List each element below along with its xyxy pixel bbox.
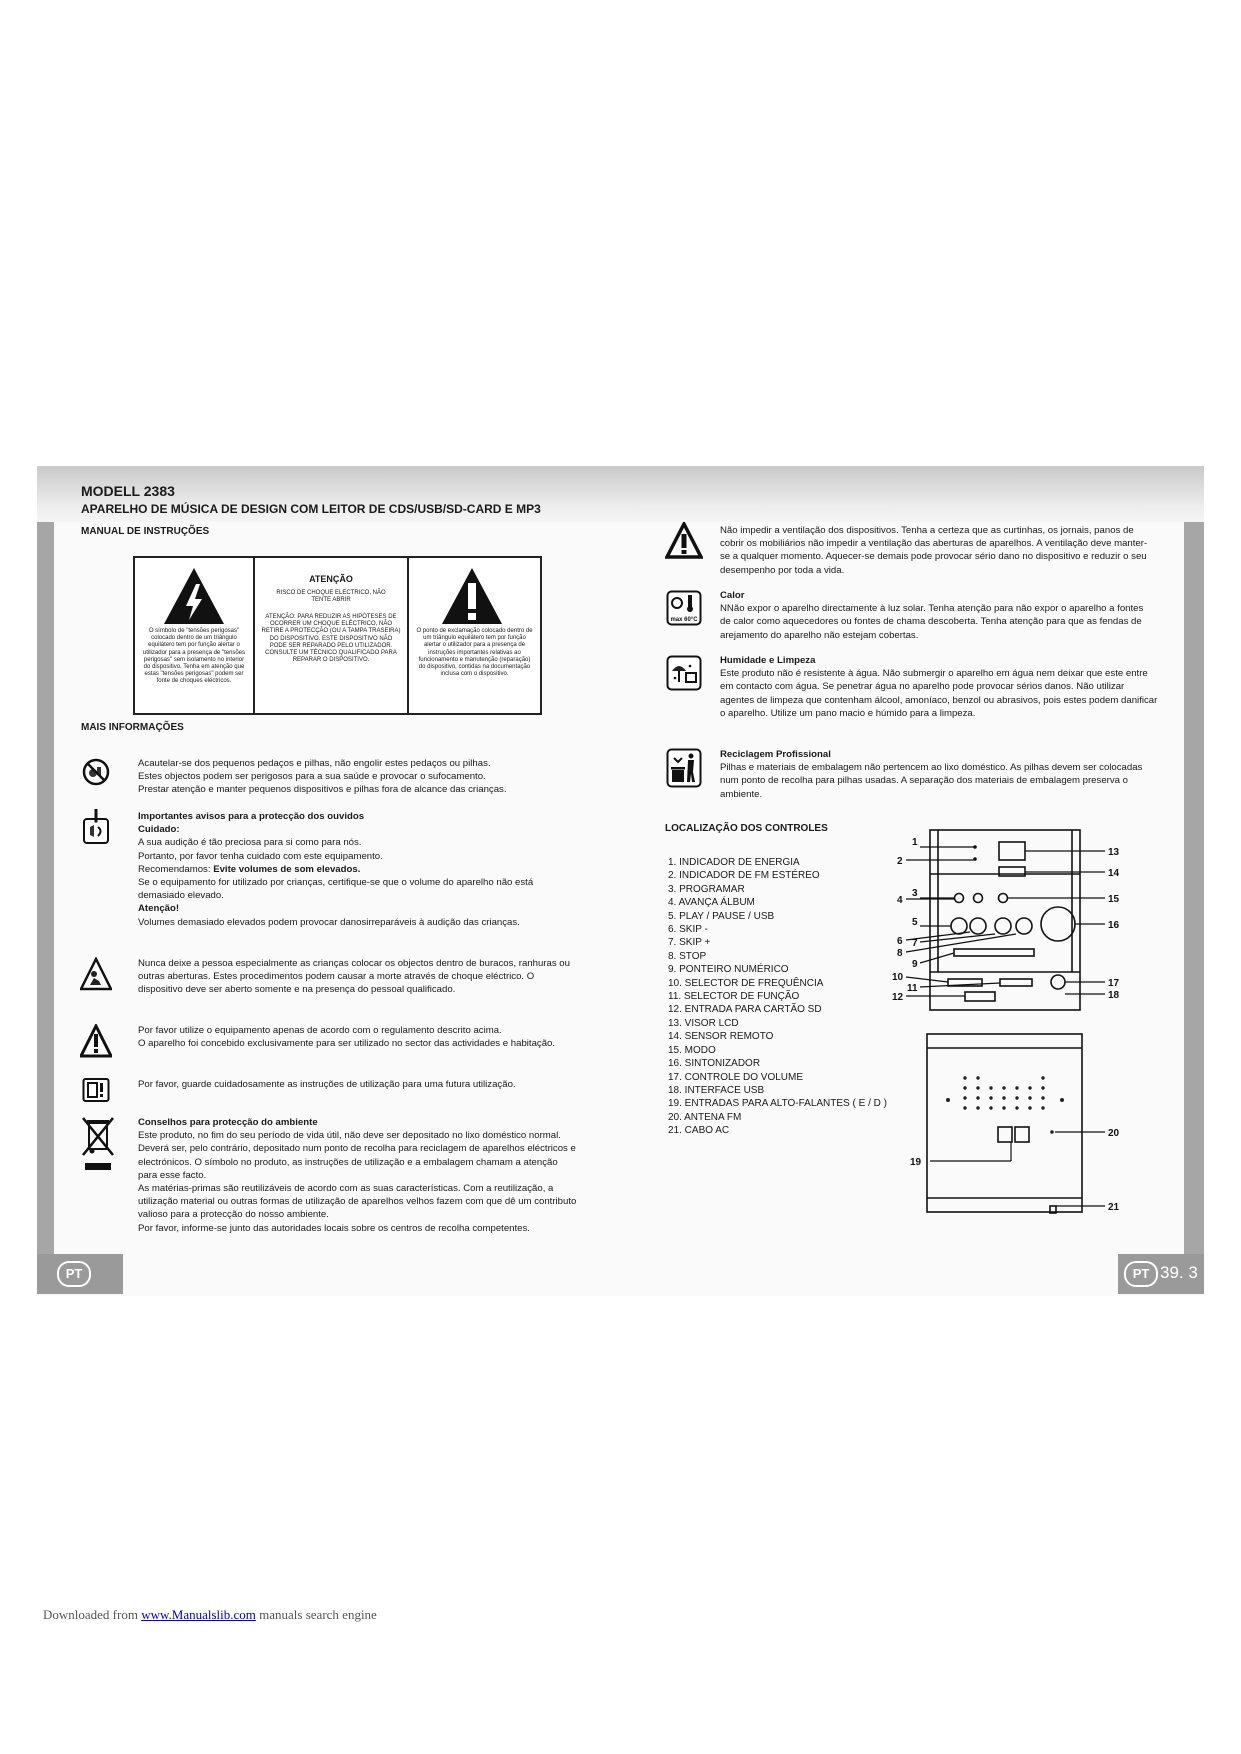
- usage-line-2: O aparelho foi concebido exclusivamente para ser utilizado no sector das actividades e habitação.: [138, 1038, 556, 1050]
- warning-center-text: ATENÇÃO: PARA REDUZIR AS HIPÓTESES DE OCORRER UM CHOQUE ELÉCTRICO, NÃO RETIRE A PROTECÇÃO (OU A TAMPA TRASEIRA) DO DISPOSITIVO. ESTE DISPOSITIVO NÃO PODE SER REPARADO PELO UTILIZADOR. CONSULTE UM TÉCNICO QUALIFICADO PARA REPARAR O DISPOSITIVO.: [261, 614, 401, 664]
- children-warning-text: Nunca deixe a pessoa especialmente as crianças colocar os objectos dentro de buracos, ranhuras ou outras aberturas. Estes procedimentos podem causar a morte através de choque eléctrico. O dispositivo deve ser aberto somente e na presença do pessoal qualificado.: [138, 958, 570, 996]
- download-footer: [43, 1607, 377, 1623]
- callout-numbers: [892, 837, 1120, 1213]
- left-page-footer: [37, 1254, 123, 1294]
- hearing-line-4: Se o equipamento for utilizado por crianças, certifique-se que o volume do aparelho não está demasiado elevado.: [138, 877, 534, 902]
- manual-book-icon: [82, 1076, 110, 1104]
- callout-4: 4: [897, 895, 903, 906]
- language-badge-right: PT: [1124, 1261, 1158, 1287]
- controls-list: [668, 856, 887, 1138]
- callout-21: 21: [1108, 1202, 1120, 1213]
- callout-17: 17: [1108, 978, 1120, 989]
- environment-paragraph-1: Este produto, no fim do seu período de vida útil, não deve ser depositado no lixo doméstico normal. Deverá ser, pelo contrário, depositado num ponto de recolha para reciclagem de aparelhos eléctricos e electrónicos. O símbolo no produto, as instruções de utilização e a embalagem chamam a atenção para esse facto.: [138, 1130, 576, 1181]
- hearing-line-5: Volumes demasiado elevados podem provocar danosirreparáveis à audição das crianças.: [138, 916, 520, 928]
- recycling-bin-icon: [666, 748, 702, 788]
- callout-11: 11: [907, 983, 918, 994]
- electric-warning-box: [133, 556, 542, 715]
- callout-16: 16: [1108, 920, 1120, 931]
- callout-12: 12: [892, 992, 904, 1003]
- small-parts-line-3: Prestar atenção e manter pequenos dispositivos e pilhas fora de alcance das crianças.: [138, 784, 507, 796]
- manual-heading: MANUAL DE INSTRUÇÕES: [81, 526, 210, 537]
- control-item: 12. ENTRADA PARA CARTÃO SD: [668, 1004, 822, 1016]
- callout-9: 9: [912, 959, 918, 970]
- hearing-section: [138, 810, 578, 929]
- exclamation-triangle-icon: [440, 566, 504, 626]
- callout-7: 7: [912, 938, 918, 949]
- device-diagram: [870, 822, 1130, 1222]
- humidity-title: Humidade e Limpeza: [720, 655, 816, 666]
- hearing-recommend-label: Recomendamos:: [138, 863, 214, 875]
- max-temperature-icon: [666, 590, 702, 626]
- small-parts-line-2: Estes objectos podem ser perigosos para a sua saúde e provocar o sufocamento.: [138, 771, 486, 783]
- recycling-section: [720, 748, 1160, 801]
- ventilation-warning-icon: [665, 522, 703, 560]
- callout-14: 14: [1108, 868, 1120, 879]
- warning-title: ATENÇÃO: [309, 574, 353, 584]
- warning-left-column: [135, 558, 255, 713]
- heat-title: Calor: [720, 590, 745, 601]
- control-item: 7. SKIP +: [668, 937, 711, 949]
- page-number: 39. 3: [1160, 1263, 1198, 1282]
- control-item: 19. ENTRADAS PARA ALTO-FALANTES ( E / D ): [668, 1098, 887, 1110]
- control-item: 2. INDICADOR DE FM ESTÉREO: [668, 870, 820, 882]
- control-item: 1. INDICADOR DE ENERGIA: [668, 857, 800, 868]
- environment-section: [138, 1116, 578, 1235]
- heat-section: [720, 589, 1155, 642]
- warning-center-column: [255, 558, 409, 713]
- hearing-attention: Atenção!: [138, 903, 180, 915]
- callout-6: 6: [897, 936, 903, 947]
- no-small-parts-icon: [82, 758, 110, 786]
- callout-1: 1: [912, 837, 918, 848]
- control-item: 11. SELECTOR DE FUNÇÃO: [668, 991, 800, 1003]
- language-badge-left: PT: [57, 1261, 91, 1287]
- control-item: 15. MODO: [668, 1044, 716, 1056]
- control-item: 18. INTERFACE USB: [668, 1084, 765, 1096]
- recycling-text: Pilhas e materiais de embalagem não pertencem ao lixo doméstico. As pilhas devem ser colocadas num ponto de recolha para pilhas usadas. A separação dos materiais de embalagem preserva o ambiente.: [720, 762, 1143, 800]
- warning-right-text: O ponto de exclamação colocado dentro de um triângulo equilátero tem por função alertar o utilizador para a presença de instruções importantes relativas ao funcionamento e manutenção (reparação) do dispositivo, contidas na documentação inclusa com o dispositivo.: [416, 628, 533, 678]
- manualslib-link[interactable]: www.Manualslib.com: [141, 1607, 256, 1622]
- callout-13: 13: [1108, 847, 1120, 858]
- control-item: 21. CABO AC: [668, 1125, 730, 1137]
- callout-18: 18: [1108, 990, 1120, 1001]
- right-margin-bar: [1184, 522, 1204, 1254]
- rear-speaker-grille: [946, 1076, 1064, 1134]
- small-parts-line-1: Acautelar-se dos pequenos pedaços e pilhas, não engolir estes pedaços ou pilhas.: [138, 758, 491, 769]
- callout-5: 5: [912, 917, 918, 928]
- hearing-title: Importantes avisos para a protecção dos ouvidos: [138, 811, 365, 822]
- product-subtitle: APARELHO DE MÚSICA DE DESIGN COM LEITOR DE CDS/USB/SD-CARD E MP3: [81, 502, 541, 516]
- heat-text: NNão expor o aparelho directamente à luz solar. Tenha atenção para não expor o aparelho a fontes de calor como aquecedores ou fontes de chama descoberta. Tenha atenção para que as fendas de arejamento do aparelho não estejam cobertas.: [720, 603, 1144, 641]
- control-item: 6. SKIP -: [668, 924, 708, 936]
- high-voltage-triangle-icon: [162, 566, 226, 626]
- control-item: 20. ANTENA FM: [668, 1111, 742, 1123]
- control-item: 4. AVANÇA ÁLBUM: [668, 897, 755, 909]
- control-item: 3. PROGRAMAR: [668, 883, 745, 895]
- environment-paragraph-3: Por favor, informe-se junto das autoridades locais sobre os centros de recolha competentes.: [138, 1222, 530, 1234]
- max-temperature-label: max 60°C: [670, 617, 698, 623]
- download-prefix: Downloaded from: [43, 1607, 142, 1622]
- keep-manual-text: Por favor, guarde cuidadosamente as instruções de utilização para uma futura utilização.: [138, 1079, 516, 1090]
- control-item: 17. CONTROLE DO VOLUME: [668, 1071, 804, 1083]
- controls-heading: LOCALIZAÇÃO DOS CONTROLES: [665, 823, 828, 834]
- control-item: 16. SINTONIZADOR: [668, 1058, 761, 1070]
- model-title: MODELL 2383: [81, 483, 175, 499]
- callout-20: 20: [1108, 1128, 1120, 1139]
- front-view-drawing: [930, 830, 1080, 1010]
- weee-bin-icon: [80, 1115, 116, 1175]
- left-margin-bar: [37, 522, 54, 1254]
- small-parts-text: [138, 757, 578, 797]
- callout-3: 3: [912, 888, 918, 899]
- hearing-recommend: Evite volumes de som elevados.: [213, 863, 361, 875]
- child-danger-icon: [80, 957, 112, 991]
- callout-15: 15: [1108, 894, 1120, 905]
- hearing-caution: Cuidado:: [138, 824, 180, 836]
- usage-text: [138, 1024, 578, 1050]
- control-item: 13. VISOR LCD: [668, 1017, 739, 1029]
- hearing-line-1: A sua audição é tão preciosa para si como para nós.: [138, 837, 362, 849]
- more-info-heading: MAIS INFORMAÇÕES: [81, 722, 184, 733]
- control-item: 9. PONTEIRO NUMÉRICO: [668, 964, 789, 976]
- caution-triangle-icon: [80, 1024, 112, 1058]
- callout-10: 10: [892, 972, 904, 983]
- hearing-warning-icon: [82, 809, 110, 845]
- warning-risk: RISCO DE CHOQUE ELECTRICO, NÃO TENTE ABRIR: [276, 590, 386, 604]
- recycling-title: Reciclagem Profissional: [720, 749, 831, 760]
- environment-paragraph-2: As matérias-primas são reutilizáveis de acordo com as suas características. Com a reutilização, a utilização material ou outras formas de utilização de aparelhos velhos fazem com que dê um contributo valioso para a protecção do nosso ambiente.: [138, 1183, 577, 1221]
- humidity-cleaning-icon: [666, 655, 702, 691]
- rear-view-drawing: [927, 1034, 1082, 1213]
- ventilation-text: Não impedir a ventilação dos dispositivos. Tenha a certeza que as curtinhas, os jornais, panos de cobrir os mobiliários não impedir a ventilação das aberturas de aparelhos. A ventilação deve manter-se a qualquer momento. Aquecer-se demais pode provocar sério dano no dispositivo e reduzir o seu desempenho por toda a vida.: [720, 525, 1148, 576]
- control-item: 14. SENSOR REMOTO: [668, 1031, 774, 1043]
- warning-left-text: O símbolo de "tensões perigosas" colocado dentro de um triângulo equilátero tem por função alertar o utilizador para a presença de "tensões perigosas" sem isolamento no interior do dispositivo. Tenha em atenção que estas "tensões perigosas" podem ser fonte de choques eléctricos.: [142, 628, 246, 685]
- control-item: 10. SELECTOR DE FREQUÊNCIA: [668, 977, 824, 989]
- humidity-section: [720, 654, 1160, 720]
- usage-line-1: Por favor utilize o equipamento apenas de acordo com o regulamento descrito acima.: [138, 1025, 502, 1036]
- control-item: 8. STOP: [668, 950, 707, 962]
- callout-2: 2: [897, 856, 903, 867]
- warning-right-column: [409, 558, 540, 713]
- callout-8: 8: [897, 948, 903, 959]
- control-item: 5. PLAY / PAUSE / USB: [668, 910, 775, 922]
- humidity-text: Este produto não é resistente à água. Não submergir o aparelho em água nem deixar que este entre em contacto com água. Se penetrar água no aparelho pode provocar sérios danos. Não utilizar agentes de limpeza que contenham álcool, amoníaco, benzol ou abrasivos, pois estes podem danificar o aparelho. Utilize um pano macio e húmido para a limpeza.: [720, 668, 1158, 719]
- hearing-line-2: Portanto, por favor tenha cuidado com este equipamento.: [138, 850, 383, 862]
- download-suffix: manuals search engine: [255, 1607, 377, 1622]
- environment-title: Conselhos para protecção do ambiente: [138, 1117, 318, 1128]
- callout-19: 19: [910, 1157, 922, 1168]
